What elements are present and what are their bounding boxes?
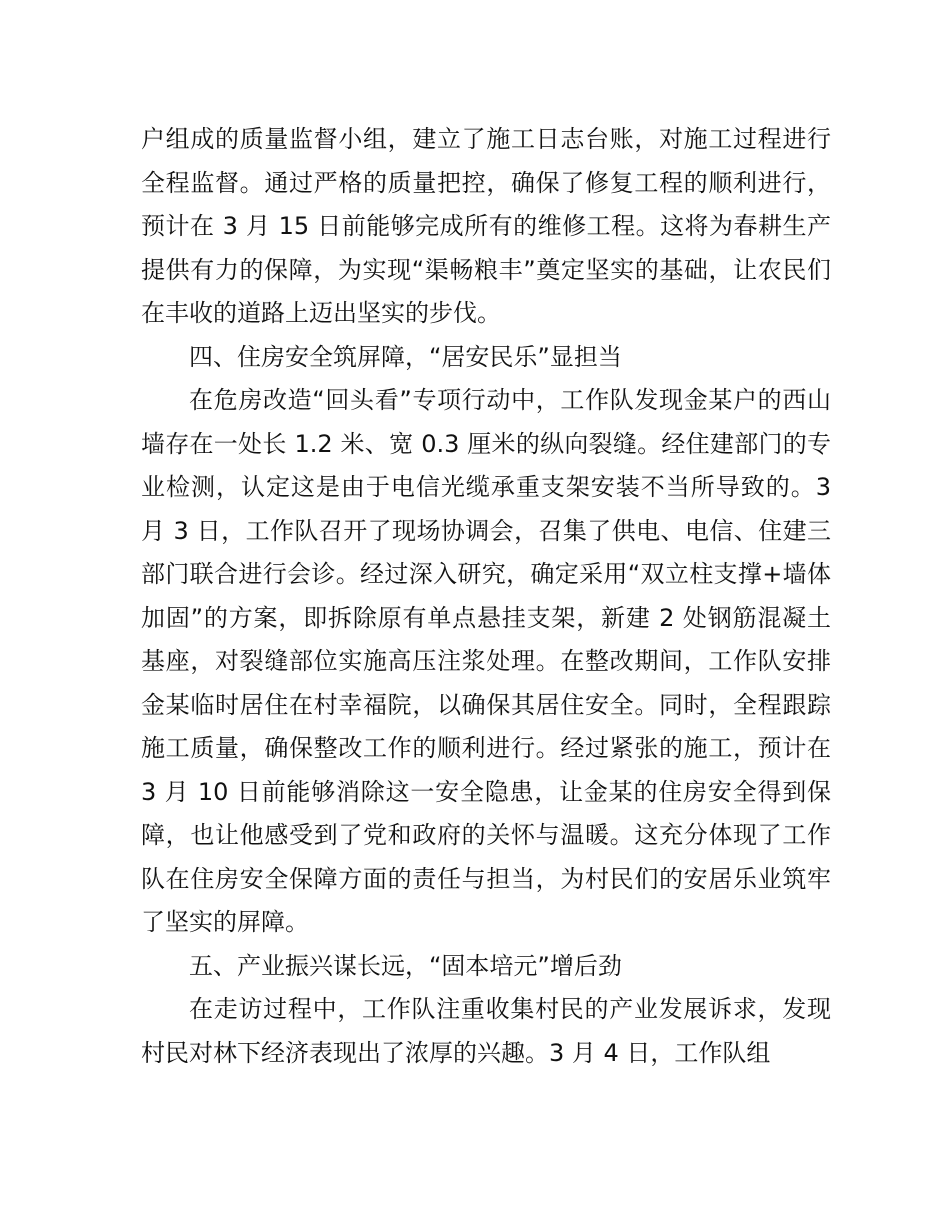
section-heading-industry-revitalization: 五、产业振兴谋长远，“固本培元”增后劲 [189, 951, 622, 980]
paragraph-industry-revitalization: 在走访过程中，工作队注重收集村民的产业发展诉求，发现村民对林下经济表现出了浓厚的兴趣。3 月 4 日，工作队组 [141, 995, 831, 1067]
paragraph-quality-supervision: 户组成的质量监督小组，建立了施工日志台账，对施工过程进行全程监督。通过严格的质量把控，确保了修复工程的顺利进行，预计在 3 月 15 日前能够完成所有的维修工程。这将为春耕生产提供有力的保障，为实现“渠畅粮丰”奠定坚实的基础，让农民们在丰收的道路上迈出坚实的步伐。 [141, 125, 831, 327]
paragraph-housing-safety: 在危房改造“回头看”专项行动中，工作队发现金某户的西山墙存在一处长 1.2 米、宽 0.3 厘米的纵向裂缝。经住建部门的专业检测，认定这是由于电信光缆承重支架安装不当所导致的。3 月 3 日，工作队召开了现场协调会，召集了供电、电信、住建三部门联合进行会诊。经过深入研究，确定采用“双立柱支撑+墙体加固”的方案，即拆除原有单点悬挂支架，新建 2 处钢筋混凝土基座，对裂缝部位实施高压注浆处理。在整改期间，工作队安排金某临时居住在村幸福院，以确保其居住安全。同时，全程跟踪施工质量，确保整改工作的顺利进行。经过紧张的施工，预计在 3 月 10 日前能够消除这一安全隐患，让金某的住房安全得到保障，也让他感受到了党和政府的关怀与温暖。这充分体现了工作队在住房安全保障方面的责任与担当，为村民们的安居乐业筑牢了坚实的屏障。 [141, 386, 831, 936]
section-heading-housing-safety: 四、住房安全筑屏障，“居安民乐”显担当 [189, 342, 622, 371]
document-body [141, 118, 831, 1075]
